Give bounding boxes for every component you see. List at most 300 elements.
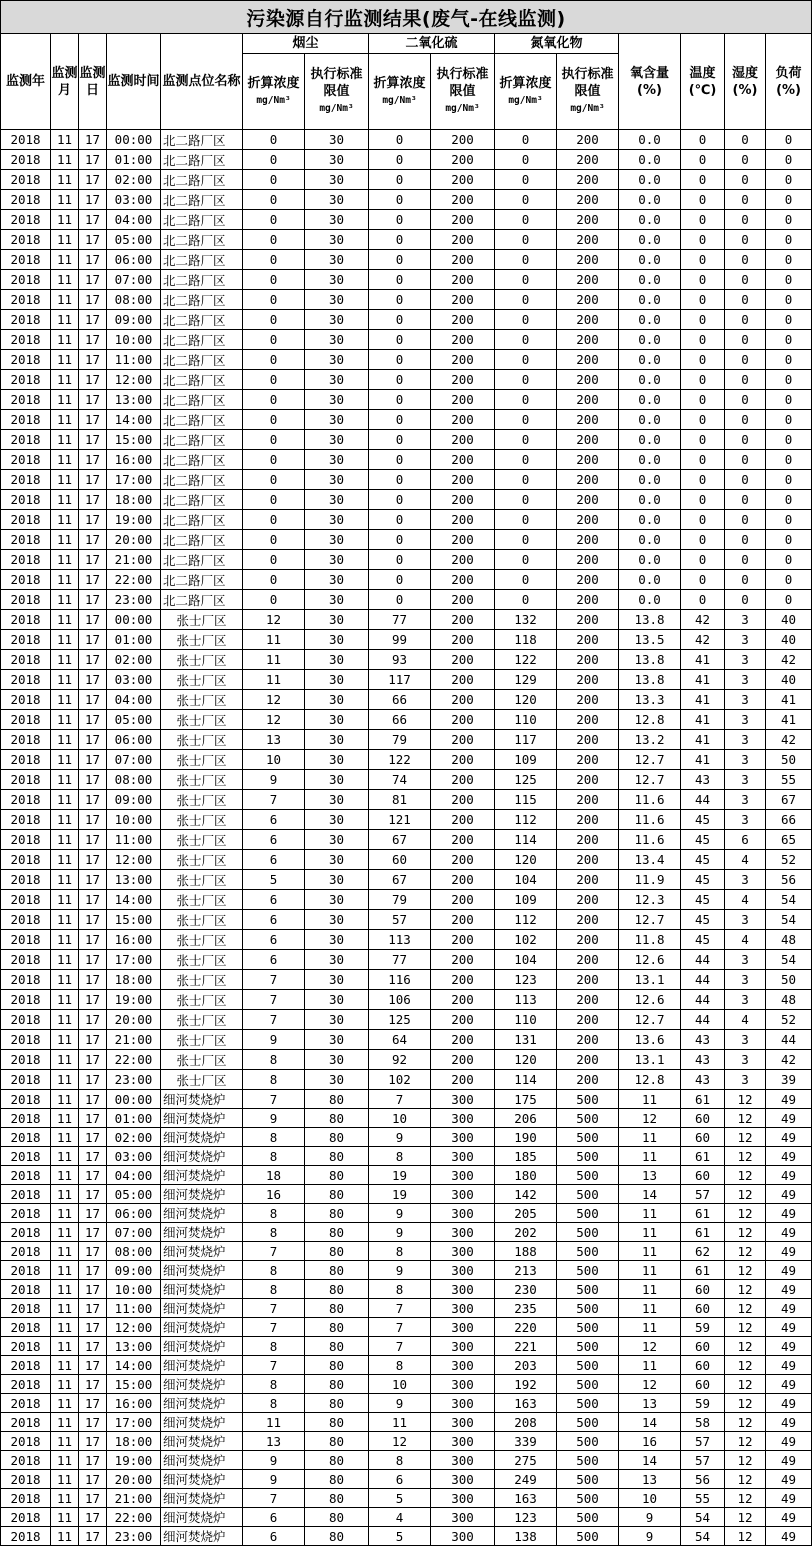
table-row — [1, 1375, 812, 1394]
cell-load: 49 — [766, 1204, 812, 1223]
cell-temp: 41 — [681, 750, 725, 770]
cell-smoke-limit: 80 — [305, 1109, 369, 1128]
cell-smoke-conc: 9 — [243, 1030, 305, 1050]
cell-smoke-limit: 30 — [305, 350, 369, 370]
cell-load: 0 — [766, 390, 812, 410]
cell-day: 17 — [79, 650, 107, 670]
cell-temp: 60 — [681, 1166, 725, 1185]
cell-so2-conc: 10 — [369, 1109, 431, 1128]
cell-month: 11 — [51, 1030, 79, 1050]
cell-year: 2018 — [1, 730, 51, 750]
cell-nox-conc: 123 — [495, 970, 557, 990]
cell-oxygen: 12 — [619, 1337, 681, 1356]
cell-month: 11 — [51, 330, 79, 350]
cell-nox-conc: 188 — [495, 1242, 557, 1261]
cell-oxygen: 11 — [619, 1356, 681, 1375]
cell-oxygen: 0.0 — [619, 170, 681, 190]
header-oxygen: 氧含量(%) — [619, 34, 681, 130]
cell-humidity: 3 — [725, 990, 766, 1010]
cell-month: 11 — [51, 130, 79, 150]
cell-smoke-conc: 0 — [243, 370, 305, 390]
cell-point: 张士厂区 — [161, 770, 243, 790]
cell-point: 北二路厂区 — [161, 410, 243, 430]
header-nox-limit — [557, 54, 619, 130]
cell-month: 11 — [51, 1166, 79, 1185]
cell-nox-limit: 200 — [557, 990, 619, 1010]
cell-point: 细河焚烧炉 — [161, 1223, 243, 1242]
cell-smoke-conc: 0 — [243, 190, 305, 210]
cell-month: 11 — [51, 1508, 79, 1527]
cell-time: 11:00 — [107, 1299, 161, 1318]
cell-oxygen: 0.0 — [619, 450, 681, 470]
cell-nox-limit: 200 — [557, 670, 619, 690]
cell-so2-limit: 200 — [431, 530, 495, 550]
cell-nox-limit: 200 — [557, 170, 619, 190]
cell-nox-limit: 200 — [557, 590, 619, 610]
table-row — [1, 210, 812, 230]
cell-year: 2018 — [1, 1356, 51, 1375]
cell-month: 11 — [51, 1280, 79, 1299]
cell-temp: 57 — [681, 1432, 725, 1451]
cell-time: 12:00 — [107, 370, 161, 390]
table-row — [1, 830, 812, 850]
cell-point: 细河焚烧炉 — [161, 1261, 243, 1280]
cell-smoke-limit: 30 — [305, 790, 369, 810]
cell-humidity: 12 — [725, 1261, 766, 1280]
cell-smoke-conc: 6 — [243, 890, 305, 910]
cell-time: 03:00 — [107, 190, 161, 210]
cell-month: 11 — [51, 450, 79, 470]
cell-time: 21:00 — [107, 1030, 161, 1050]
cell-smoke-limit: 80 — [305, 1261, 369, 1280]
cell-point: 北二路厂区 — [161, 370, 243, 390]
cell-nox-limit: 200 — [557, 970, 619, 990]
cell-so2-conc: 0 — [369, 370, 431, 390]
cell-point: 细河焚烧炉 — [161, 1204, 243, 1223]
cell-point: 北二路厂区 — [161, 550, 243, 570]
cell-so2-conc: 77 — [369, 950, 431, 970]
cell-year: 2018 — [1, 310, 51, 330]
cell-oxygen: 13 — [619, 1394, 681, 1413]
cell-humidity: 0 — [725, 570, 766, 590]
cell-humidity: 4 — [725, 890, 766, 910]
cell-so2-conc: 0 — [369, 230, 431, 250]
cell-so2-limit: 200 — [431, 550, 495, 570]
cell-day: 17 — [79, 1337, 107, 1356]
cell-year: 2018 — [1, 870, 51, 890]
cell-humidity: 12 — [725, 1413, 766, 1432]
cell-day: 17 — [79, 590, 107, 610]
cell-smoke-limit: 80 — [305, 1413, 369, 1432]
cell-nox-limit: 200 — [557, 230, 619, 250]
cell-year: 2018 — [1, 1280, 51, 1299]
cell-nox-conc: 0 — [495, 410, 557, 430]
cell-oxygen: 0.0 — [619, 270, 681, 290]
cell-smoke-conc: 0 — [243, 390, 305, 410]
cell-smoke-conc: 6 — [243, 950, 305, 970]
table-row — [1, 510, 812, 530]
cell-nox-limit: 500 — [557, 1432, 619, 1451]
cell-so2-limit: 200 — [431, 850, 495, 870]
cell-year: 2018 — [1, 230, 51, 250]
cell-humidity: 0 — [725, 290, 766, 310]
cell-temp: 0 — [681, 330, 725, 350]
cell-oxygen: 12.7 — [619, 770, 681, 790]
cell-smoke-limit: 30 — [305, 670, 369, 690]
cell-time: 14:00 — [107, 410, 161, 430]
cell-nox-limit: 200 — [557, 310, 619, 330]
table-row — [1, 1356, 812, 1375]
cell-nox-limit: 500 — [557, 1394, 619, 1413]
cell-smoke-conc: 0 — [243, 230, 305, 250]
cell-day: 17 — [79, 370, 107, 390]
cell-month: 11 — [51, 1070, 79, 1090]
cell-nox-conc: 114 — [495, 830, 557, 850]
cell-year: 2018 — [1, 210, 51, 230]
cell-year: 2018 — [1, 1128, 51, 1147]
cell-so2-limit: 300 — [431, 1280, 495, 1299]
cell-day: 17 — [79, 1432, 107, 1451]
cell-nox-conc: 104 — [495, 950, 557, 970]
cell-nox-conc: 0 — [495, 490, 557, 510]
cell-so2-limit: 200 — [431, 750, 495, 770]
table-row — [1, 1394, 812, 1413]
cell-so2-conc: 0 — [369, 410, 431, 430]
cell-time: 15:00 — [107, 430, 161, 450]
cell-load: 0 — [766, 270, 812, 290]
cell-nox-limit: 500 — [557, 1185, 619, 1204]
cell-oxygen: 11.9 — [619, 870, 681, 890]
cell-month: 11 — [51, 730, 79, 750]
cell-so2-conc: 7 — [369, 1337, 431, 1356]
cell-oxygen: 13.4 — [619, 850, 681, 870]
cell-oxygen: 0.0 — [619, 430, 681, 450]
cell-month: 11 — [51, 390, 79, 410]
cell-nox-limit: 500 — [557, 1223, 619, 1242]
cell-temp: 61 — [681, 1147, 725, 1166]
cell-humidity: 3 — [725, 770, 766, 790]
cell-smoke-conc: 10 — [243, 750, 305, 770]
cell-smoke-limit: 30 — [305, 270, 369, 290]
cell-day: 17 — [79, 730, 107, 750]
cell-year: 2018 — [1, 1318, 51, 1337]
table-row — [1, 290, 812, 310]
cell-oxygen: 0.0 — [619, 370, 681, 390]
cell-smoke-limit: 30 — [305, 910, 369, 930]
cell-temp: 0 — [681, 150, 725, 170]
cell-nox-conc: 112 — [495, 810, 557, 830]
cell-time: 05:00 — [107, 230, 161, 250]
cell-time: 18:00 — [107, 970, 161, 990]
cell-month: 11 — [51, 1261, 79, 1280]
cell-nox-conc: 0 — [495, 430, 557, 450]
cell-oxygen: 12.3 — [619, 890, 681, 910]
cell-oxygen: 13 — [619, 1470, 681, 1489]
cell-month: 11 — [51, 470, 79, 490]
cell-nox-conc: 104 — [495, 870, 557, 890]
cell-year: 2018 — [1, 1394, 51, 1413]
cell-oxygen: 0.0 — [619, 250, 681, 270]
cell-nox-conc: 0 — [495, 550, 557, 570]
cell-month: 11 — [51, 630, 79, 650]
cell-year: 2018 — [1, 430, 51, 450]
cell-year: 2018 — [1, 990, 51, 1010]
cell-smoke-conc: 8 — [243, 1394, 305, 1413]
cell-load: 49 — [766, 1090, 812, 1109]
cell-point: 张士厂区 — [161, 790, 243, 810]
cell-year: 2018 — [1, 390, 51, 410]
cell-year: 2018 — [1, 450, 51, 470]
cell-year: 2018 — [1, 570, 51, 590]
cell-smoke-limit: 30 — [305, 1010, 369, 1030]
cell-nox-conc: 115 — [495, 790, 557, 810]
cell-humidity: 3 — [725, 970, 766, 990]
cell-temp: 45 — [681, 850, 725, 870]
cell-humidity: 0 — [725, 210, 766, 230]
cell-temp: 54 — [681, 1508, 725, 1527]
cell-point: 北二路厂区 — [161, 210, 243, 230]
cell-nox-limit: 500 — [557, 1242, 619, 1261]
cell-load: 49 — [766, 1508, 812, 1527]
cell-point: 细河焚烧炉 — [161, 1489, 243, 1508]
header-limit-label: 执行标准限值 — [561, 67, 614, 99]
cell-year: 2018 — [1, 710, 51, 730]
cell-oxygen: 11.6 — [619, 830, 681, 850]
cell-oxygen: 0.0 — [619, 310, 681, 330]
cell-so2-limit: 300 — [431, 1470, 495, 1489]
cell-time: 15:00 — [107, 910, 161, 930]
cell-smoke-conc: 8 — [243, 1261, 305, 1280]
table-row — [1, 1185, 812, 1204]
cell-smoke-limit: 30 — [305, 650, 369, 670]
cell-nox-conc: 180 — [495, 1166, 557, 1185]
cell-oxygen: 12.7 — [619, 910, 681, 930]
cell-so2-limit: 300 — [431, 1432, 495, 1451]
cell-nox-limit: 200 — [557, 610, 619, 630]
cell-time: 14:00 — [107, 890, 161, 910]
cell-month: 11 — [51, 1128, 79, 1147]
cell-so2-conc: 0 — [369, 570, 431, 590]
cell-point: 张士厂区 — [161, 610, 243, 630]
cell-nox-limit: 500 — [557, 1527, 619, 1546]
cell-load: 49 — [766, 1337, 812, 1356]
cell-load: 0 — [766, 470, 812, 490]
cell-day: 17 — [79, 810, 107, 830]
cell-smoke-conc: 7 — [243, 1242, 305, 1261]
cell-nox-conc: 117 — [495, 730, 557, 750]
cell-humidity: 0 — [725, 270, 766, 290]
cell-so2-limit: 200 — [431, 370, 495, 390]
cell-month: 11 — [51, 1527, 79, 1546]
cell-so2-limit: 300 — [431, 1128, 495, 1147]
cell-day: 17 — [79, 1508, 107, 1527]
cell-humidity: 3 — [725, 750, 766, 770]
cell-load: 0 — [766, 310, 812, 330]
cell-nox-limit: 200 — [557, 650, 619, 670]
cell-point: 张士厂区 — [161, 810, 243, 830]
cell-nox-conc: 202 — [495, 1223, 557, 1242]
table-row — [1, 590, 812, 610]
cell-point: 张士厂区 — [161, 970, 243, 990]
cell-nox-limit: 200 — [557, 1070, 619, 1090]
cell-smoke-limit: 30 — [305, 890, 369, 910]
cell-smoke-limit: 80 — [305, 1299, 369, 1318]
table-row — [1, 770, 812, 790]
cell-smoke-limit: 30 — [305, 950, 369, 970]
cell-so2-conc: 60 — [369, 850, 431, 870]
cell-humidity: 3 — [725, 810, 766, 830]
cell-oxygen: 12.7 — [619, 750, 681, 770]
cell-time: 09:00 — [107, 1261, 161, 1280]
header-year: 监测年 — [1, 34, 51, 130]
cell-temp: 45 — [681, 930, 725, 950]
cell-so2-conc: 0 — [369, 510, 431, 530]
cell-nox-limit: 500 — [557, 1299, 619, 1318]
cell-temp: 58 — [681, 1413, 725, 1432]
cell-nox-conc: 0 — [495, 210, 557, 230]
cell-month: 11 — [51, 1394, 79, 1413]
cell-temp: 45 — [681, 830, 725, 850]
cell-point: 北二路厂区 — [161, 190, 243, 210]
cell-smoke-conc: 0 — [243, 550, 305, 570]
cell-year: 2018 — [1, 1070, 51, 1090]
cell-smoke-conc: 8 — [243, 1204, 305, 1223]
cell-so2-limit: 200 — [431, 270, 495, 290]
cell-day: 17 — [79, 1185, 107, 1204]
cell-load: 49 — [766, 1375, 812, 1394]
cell-year: 2018 — [1, 1204, 51, 1223]
cell-temp: 0 — [681, 230, 725, 250]
header-conc-label: 折算浓度 — [247, 75, 300, 91]
cell-point: 北二路厂区 — [161, 290, 243, 310]
table-row — [1, 1489, 812, 1508]
cell-month: 11 — [51, 170, 79, 190]
cell-humidity: 12 — [725, 1451, 766, 1470]
cell-smoke-conc: 0 — [243, 130, 305, 150]
cell-oxygen: 13.8 — [619, 610, 681, 630]
header-day: 监测日 — [79, 34, 107, 130]
cell-humidity: 12 — [725, 1527, 766, 1546]
cell-time: 19:00 — [107, 1451, 161, 1470]
cell-smoke-conc: 9 — [243, 1451, 305, 1470]
header-so2-limit — [431, 54, 495, 130]
cell-day: 17 — [79, 1280, 107, 1299]
cell-day: 17 — [79, 550, 107, 570]
cell-humidity: 4 — [725, 850, 766, 870]
cell-year: 2018 — [1, 670, 51, 690]
cell-temp: 44 — [681, 970, 725, 990]
cell-smoke-limit: 30 — [305, 150, 369, 170]
cell-month: 11 — [51, 1489, 79, 1508]
cell-point: 北二路厂区 — [161, 530, 243, 550]
cell-time: 23:00 — [107, 1527, 161, 1546]
cell-smoke-conc: 0 — [243, 210, 305, 230]
cell-nox-conc: 110 — [495, 710, 557, 730]
cell-oxygen: 10 — [619, 1489, 681, 1508]
cell-day: 17 — [79, 430, 107, 450]
cell-day: 17 — [79, 1394, 107, 1413]
cell-so2-limit: 300 — [431, 1223, 495, 1242]
cell-humidity: 4 — [725, 930, 766, 950]
cell-nox-limit: 200 — [557, 870, 619, 890]
cell-smoke-conc: 0 — [243, 290, 305, 310]
cell-nox-conc: 129 — [495, 670, 557, 690]
table-row — [1, 1109, 812, 1128]
cell-smoke-conc: 0 — [243, 450, 305, 470]
cell-year: 2018 — [1, 1147, 51, 1166]
cell-so2-conc: 0 — [369, 430, 431, 450]
cell-nox-limit: 200 — [557, 690, 619, 710]
cell-load: 49 — [766, 1242, 812, 1261]
table-row — [1, 230, 812, 250]
cell-nox-limit: 500 — [557, 1451, 619, 1470]
cell-load: 0 — [766, 170, 812, 190]
cell-month: 11 — [51, 290, 79, 310]
cell-day: 17 — [79, 1375, 107, 1394]
cell-month: 11 — [51, 150, 79, 170]
cell-time: 18:00 — [107, 490, 161, 510]
header-month: 监测月 — [51, 34, 79, 130]
cell-so2-limit: 200 — [431, 430, 495, 450]
cell-so2-limit: 200 — [431, 690, 495, 710]
header-unit-label: mg/Nm³ — [382, 94, 417, 106]
table-row — [1, 150, 812, 170]
cell-nox-conc: 0 — [495, 230, 557, 250]
cell-so2-limit: 200 — [431, 970, 495, 990]
cell-time: 05:00 — [107, 710, 161, 730]
cell-so2-conc: 8 — [369, 1451, 431, 1470]
cell-smoke-limit: 30 — [305, 130, 369, 150]
cell-month: 11 — [51, 230, 79, 250]
cell-load: 49 — [766, 1261, 812, 1280]
cell-smoke-limit: 30 — [305, 970, 369, 990]
cell-point: 细河焚烧炉 — [161, 1147, 243, 1166]
table-row — [1, 690, 812, 710]
cell-point: 张士厂区 — [161, 990, 243, 1010]
cell-day: 17 — [79, 510, 107, 530]
cell-load: 44 — [766, 1030, 812, 1050]
table-row — [1, 670, 812, 690]
cell-nox-limit: 200 — [557, 710, 619, 730]
cell-load: 39 — [766, 1070, 812, 1090]
cell-oxygen: 0.0 — [619, 590, 681, 610]
table-row — [1, 350, 812, 370]
cell-time: 13:00 — [107, 1337, 161, 1356]
table-row — [1, 810, 812, 830]
cell-humidity: 4 — [725, 1010, 766, 1030]
cell-month: 11 — [51, 870, 79, 890]
cell-nox-conc: 0 — [495, 350, 557, 370]
cell-oxygen: 13.8 — [619, 650, 681, 670]
table-row — [1, 1070, 812, 1090]
cell-so2-limit: 300 — [431, 1318, 495, 1337]
cell-year: 2018 — [1, 890, 51, 910]
cell-nox-limit: 500 — [557, 1337, 619, 1356]
cell-nox-limit: 200 — [557, 290, 619, 310]
cell-point: 张士厂区 — [161, 1050, 243, 1070]
cell-oxygen: 11 — [619, 1299, 681, 1318]
cell-so2-limit: 200 — [431, 870, 495, 890]
cell-time: 20:00 — [107, 1470, 161, 1489]
cell-so2-conc: 19 — [369, 1166, 431, 1185]
cell-so2-conc: 0 — [369, 490, 431, 510]
cell-load: 49 — [766, 1166, 812, 1185]
cell-nox-limit: 500 — [557, 1147, 619, 1166]
cell-nox-conc: 0 — [495, 510, 557, 530]
cell-month: 11 — [51, 410, 79, 430]
cell-so2-limit: 200 — [431, 1030, 495, 1050]
cell-so2-limit: 200 — [431, 1050, 495, 1070]
